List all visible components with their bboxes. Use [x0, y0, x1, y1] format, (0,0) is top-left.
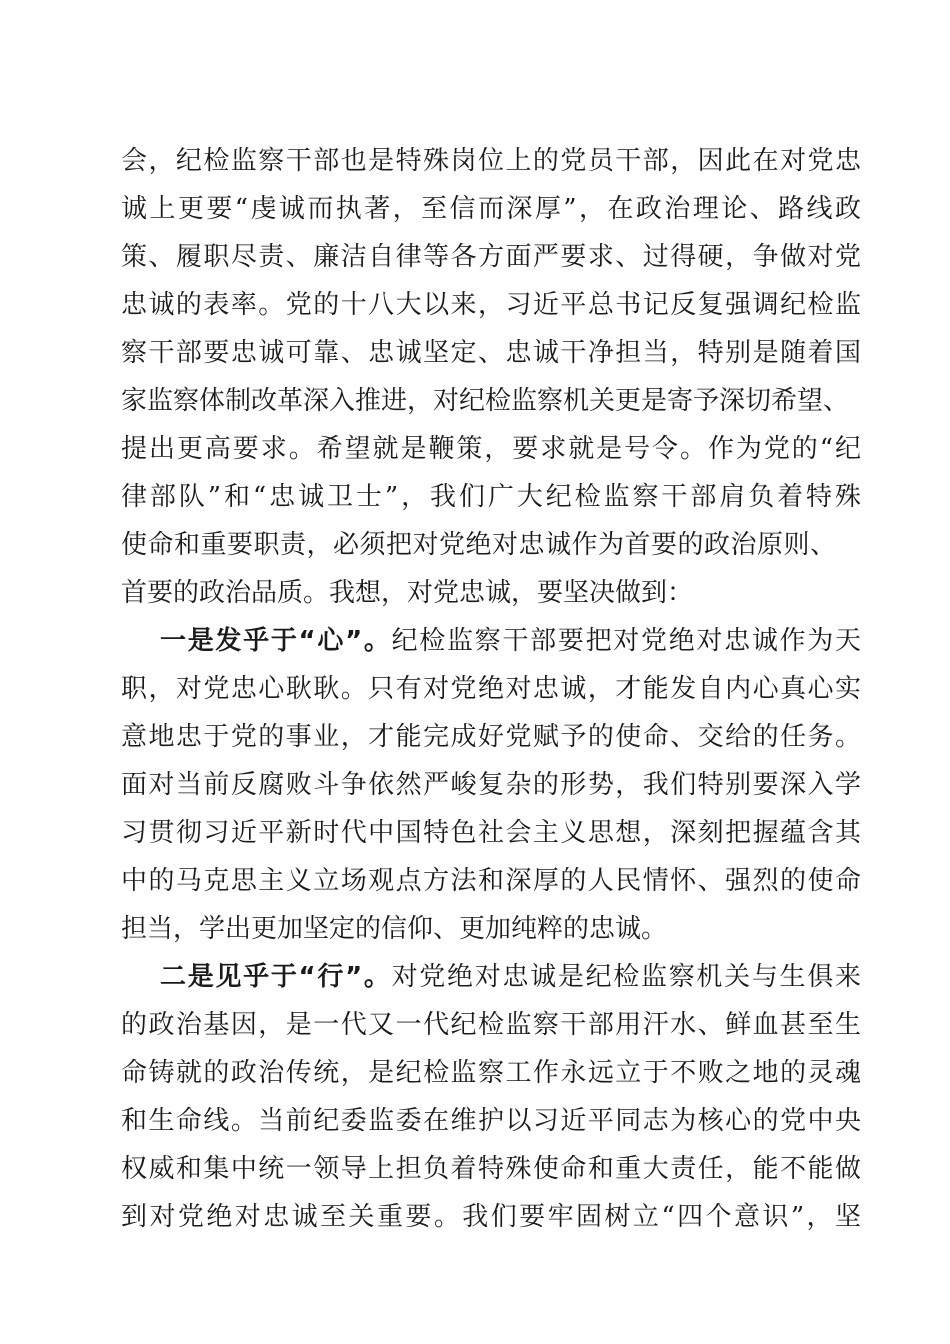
text-line: 意地忠于党的事业，才能完成好党赋予的使命、交给的任务。 [121, 722, 861, 752]
section-2-heading: 二是见乎于“行”。 [160, 962, 392, 992]
text-line: 察干部要忠诚可靠、忠诚坚定、忠诚干净担当，特别是随着国 [121, 338, 861, 368]
section-2-first-line [160, 953, 861, 1001]
text-line: 使命和重要职责，必须把对党绝对忠诚作为首要的政治原则、 [121, 530, 836, 560]
text-line: 会，纪检监察干部也是特殊岗位上的党员干部，因此在对党忠 [121, 146, 861, 176]
section-2-first-text: 对党绝对忠诚是纪检监察机关与生俱来 [391, 962, 861, 992]
text-line: 职，对党忠心耿耿。只有对党绝对忠诚，才能发自内心真心实 [121, 674, 861, 704]
text-line: 律部队”和“忠诚卫士”，我们广大纪检监察干部肩负着特殊 [121, 482, 861, 512]
text-line: 提出更高要求。希望就是鞭策，要求就是号令。作为党的“纪 [121, 434, 861, 464]
text-line: 习贯彻习近平新时代中国特色社会主义思想，深刻把握蕴含其 [121, 818, 861, 848]
text-line: 权威和集中统一领导上担负着特殊使命和重大责任，能不能做 [121, 1154, 861, 1184]
text-line: 首要的政治品质。我想，对党忠诚，要坚决做到： [121, 578, 694, 608]
text-line: 家监察体制改革深入推进，对纪检监察机关更是寄予深切希望、 [121, 386, 850, 416]
text-line: 忠诚的表率。党的十八大以来，习近平总书记反复强调纪检监 [121, 290, 861, 320]
text-line: 面对当前反腐败斗争依然严峻复杂的形势，我们特别要深入学 [121, 770, 861, 800]
section-1-heading: 一是发乎于“心”。 [160, 626, 392, 656]
text-line: 到对党绝对忠诚至关重要。我们要牢固树立“四个意识”，坚 [121, 1202, 861, 1232]
section-1-first-text: 纪检监察干部要把对党绝对忠诚作为天 [391, 626, 861, 656]
text-line: 的政治基因，是一代又一代纪检监察干部用汗水、鲜血甚至生 [121, 1010, 861, 1040]
text-line: 中的马克思主义立场观点方法和深厚的人民情怀、强烈的使命 [121, 866, 861, 896]
text-line: 命铸就的政治传统，是纪检监察工作永远立于不败之地的灵魂 [121, 1058, 861, 1088]
text-line: 和生命线。当前纪委监委在维护以习近平同志为核心的党中央 [121, 1106, 861, 1136]
text-line: 策、履职尽责、廉洁自律等各方面严要求、过得硬，争做对党 [121, 242, 861, 272]
section-1-first-line [160, 617, 861, 665]
text-line: 担当，学出更加坚定的信仰、更加纯粹的忠诚。 [121, 914, 668, 944]
text-line: 诚上更要“虔诚而执著，至信而深厚”，在政治理论、路线政 [121, 194, 861, 224]
